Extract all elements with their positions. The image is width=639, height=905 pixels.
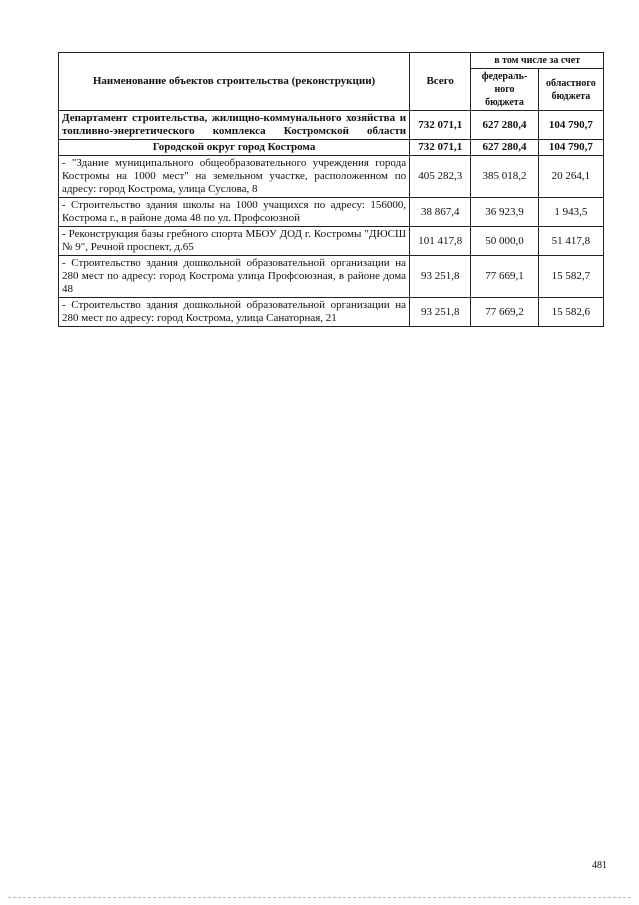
object-federal: 36 923,9 <box>471 198 538 227</box>
header-row <box>59 53 604 69</box>
okrug-total: 732 071,1 <box>410 140 471 156</box>
object-total: 101 417,8 <box>410 227 471 256</box>
okrug-row <box>59 140 604 156</box>
table-row <box>59 256 604 298</box>
table-row <box>59 227 604 256</box>
object-regional: 51 417,8 <box>538 227 603 256</box>
object-total: 93 251,8 <box>410 256 471 298</box>
object-name: - Строительство здания школы на 1000 учащихся по адресу: 156000, Кострома г., в районе дома 48 по ул. Профсоюзной <box>59 198 410 227</box>
object-regional: 15 582,7 <box>538 256 603 298</box>
table-row <box>59 156 604 198</box>
header-total: Всего <box>410 53 471 111</box>
object-total: 405 282,3 <box>410 156 471 198</box>
department-regional: 104 790,7 <box>538 111 603 140</box>
header-name: Наименование объектов строительства (реконструкции) <box>59 53 410 111</box>
object-name: - "Здание муниципального общеобразовательного учреждения города Костромы на 1000 мест" на земельном участке, расположенном по адресу: город Кострома, улица Суслова, 8 <box>59 156 410 198</box>
object-federal: 77 669,2 <box>471 298 538 327</box>
department-name: Департамент строительства, жилищно-коммунального хозяйства и топливно-энергетического комплекса Костромской области <box>59 111 410 140</box>
object-regional: 1 943,5 <box>538 198 603 227</box>
object-total: 93 251,8 <box>410 298 471 327</box>
okrug-federal: 627 280,4 <box>471 140 538 156</box>
object-regional: 15 582,6 <box>538 298 603 327</box>
department-row <box>59 111 604 140</box>
object-federal: 50 000,0 <box>471 227 538 256</box>
page-number: 481 <box>592 860 607 871</box>
okrug-name: Городской округ город Кострома <box>59 140 410 156</box>
object-total: 38 867,4 <box>410 198 471 227</box>
budget-table <box>58 52 604 327</box>
header-federal: федераль-ного бюджета <box>471 69 538 111</box>
object-federal: 385 018,2 <box>471 156 538 198</box>
department-federal: 627 280,4 <box>471 111 538 140</box>
header-regional: областного бюджета <box>538 69 603 111</box>
object-regional: 20 264,1 <box>538 156 603 198</box>
table-row <box>59 298 604 327</box>
scan-edge-divider <box>8 897 631 898</box>
object-name: - Строительство здания дошкольной образовательной организации на 280 мест по адресу: город Кострома улица Профсоюзная, в районе дома 48 <box>59 256 410 298</box>
object-name: - Строительство здания дошкольной образовательной организации на 280 мест по адресу: город Кострома, улица Санаторная, 21 <box>59 298 410 327</box>
table-row <box>59 198 604 227</box>
object-name: - Реконструкция базы гребного спорта МБОУ ДОД г. Костромы "ДЮСШ № 9", Речной проспект, д.65 <box>59 227 410 256</box>
object-federal: 77 669,1 <box>471 256 538 298</box>
department-total: 732 071,1 <box>410 111 471 140</box>
header-group: в том числе за счет <box>471 53 604 69</box>
okrug-regional: 104 790,7 <box>538 140 603 156</box>
